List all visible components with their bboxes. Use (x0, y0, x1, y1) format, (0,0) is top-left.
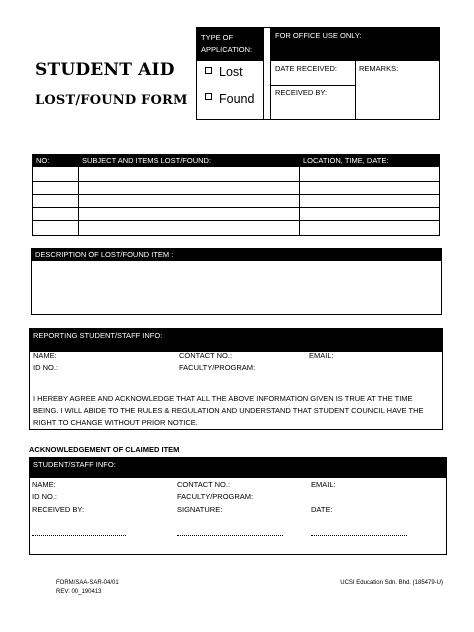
ack-email-label: EMAIL: (311, 480, 336, 489)
divider (271, 85, 355, 86)
received-by-label: RECEIVED BY: (275, 88, 328, 97)
lost-label: Lost (219, 65, 243, 79)
reporting-contact-label: CONTACT NO.: (179, 351, 233, 360)
lost-checkbox[interactable] (205, 67, 212, 74)
form-title-line1: STUDENT AID (35, 60, 175, 80)
table-row (33, 207, 439, 208)
ack-id-label: ID NO.: (32, 492, 58, 501)
column-subject: SUBJECT AND ITEMS LOST/FOUND: (82, 156, 212, 165)
office-use-header (271, 28, 439, 61)
divider (355, 61, 356, 119)
acknowledgement-title: ACKNOWLEDGEMENT OF CLAIMED ITEM (29, 445, 180, 454)
reporting-name-label: NAME: (33, 351, 57, 360)
ack-received-by-label: RECEIVED BY: (32, 505, 85, 514)
table-row (33, 194, 439, 195)
ack-signature-label: SIGNATURE: (177, 505, 223, 514)
column-location: LOCATION, TIME, DATE: (303, 156, 389, 165)
found-label: Found (219, 92, 255, 106)
acknowledgement-header (30, 458, 446, 478)
items-table-header (33, 155, 439, 167)
divider (270, 28, 271, 119)
table-row (33, 220, 439, 221)
reporting-email-label: EMAIL: (309, 351, 334, 360)
description-header (32, 249, 441, 261)
ack-date-label: DATE: (311, 505, 333, 514)
found-checkbox[interactable] (205, 93, 212, 100)
column-no: NO: (36, 156, 50, 165)
ack-name-label: NAME: (32, 480, 56, 489)
acknowledgement-label: STUDENT/STAFF INFO: (33, 460, 116, 469)
office-use-label: FOR OFFICE USE ONLY: (275, 31, 362, 40)
remarks-label: REMARKS: (359, 64, 399, 73)
description-label: DESCRIPTION OF LOST/FOUND ITEM : (35, 250, 174, 259)
divider (78, 167, 79, 235)
table-row (33, 181, 439, 182)
form-code: FORM/SAA-SAR-04/01 (56, 580, 119, 586)
type-of-application-header (197, 28, 263, 61)
declaration-text: I HEREBY AGREE AND ACKNOWLEDGE THAT ALL THE ABOVE INFORMATION GIVEN IS TRUE AT THE TIME BEING. I WILL ABIDE TO THE RULES & REGULATION AND UNDERSTAND THAT STUDENT COUNCIL HAVE THE RIGHT TO CHANGE WITHOUT PRIOR NOTICE. (33, 394, 424, 427)
date-received-label: DATE RECEIVED: (275, 64, 337, 73)
form-revision: REV: 00_190413 (56, 589, 102, 595)
reporting-faculty-label: FACULTY/PROGRAM: (179, 363, 256, 372)
date-line[interactable] (311, 535, 407, 536)
signature-line[interactable] (177, 535, 283, 536)
ack-faculty-label: FACULTY/PROGRAM: (177, 492, 254, 501)
type-of-application-label: TYPE OF APPLICATION: (201, 33, 253, 54)
received-by-signature-line[interactable] (32, 535, 126, 536)
reporting-id-label: ID NO.: (33, 363, 59, 372)
divider (263, 28, 264, 119)
reporting-label: REPORTING STUDENT/STAFF INFO: (33, 331, 163, 340)
divider (299, 167, 300, 235)
company-name: UCSI Education Sdn. Bhd. (185479-U) (340, 580, 443, 586)
form-title-line2: LOST/FOUND FORM (35, 93, 188, 108)
reporting-header (30, 329, 442, 352)
ack-contact-label: CONTACT NO.: (177, 480, 231, 489)
